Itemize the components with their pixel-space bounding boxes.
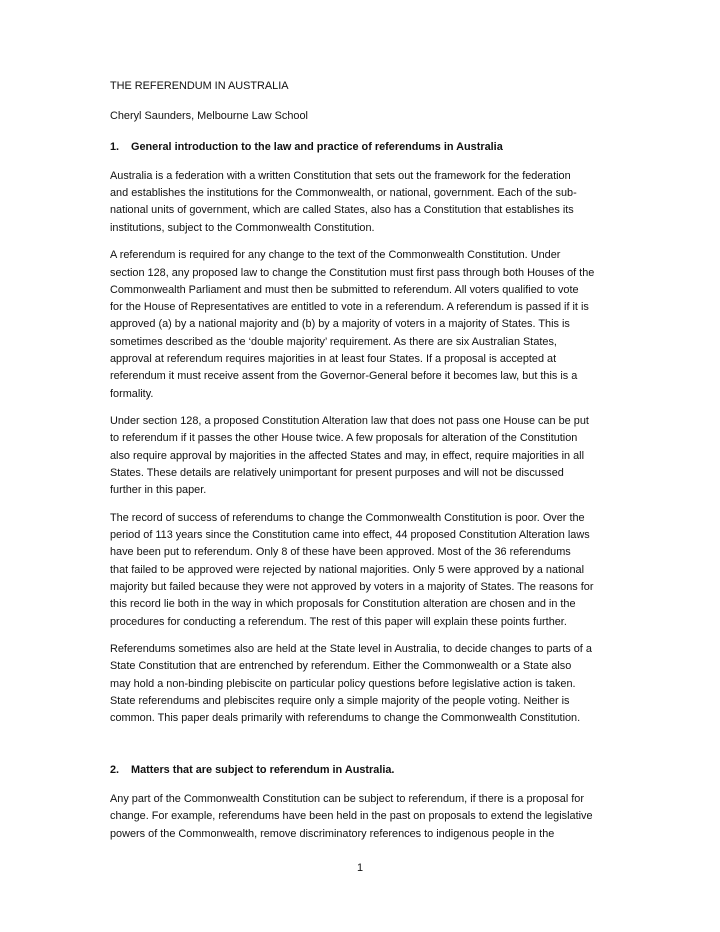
text-line: period of 113 years since the Constitution came into effect, 44 proposed Constitution Alteration laws: [110, 529, 590, 542]
paragraph: [110, 247, 612, 403]
text-line: referendum it must receive assent from the Governor-General before it becomes law, but this is a: [110, 370, 578, 383]
document-body: [110, 78, 612, 853]
text-line: sometimes described as the ‘double majority’ requirement. As there are six Australian States,: [110, 335, 557, 348]
text-line: this record lie both in the way in which proposals for Constitution alteration are chosen and in the: [110, 598, 576, 611]
paragraph: [110, 791, 612, 843]
section-number: 1.: [110, 140, 120, 153]
text-line: Australia is a federation with a written Constitution that sets out the framework for the federation: [110, 169, 571, 182]
text-line: Referendums sometimes also are held at the State level in Australia, to decide changes to parts of a: [110, 643, 592, 656]
text-line: further in this paper.: [110, 484, 207, 497]
section-heading: [110, 139, 612, 156]
text-line: common. This paper deals primarily with referendums to change the Commonwealth Constitution.: [110, 712, 581, 725]
document-title: THE REFERENDUM IN AUSTRALIA: [110, 80, 289, 92]
text-line: approved (a) by a national majority and (b) by a majority of voters in a majority of States. This is: [110, 318, 570, 331]
section-heading-text: General introduction to the law and practice of referendums in Australia: [131, 140, 503, 153]
text-line: have been put to referendum. Only 8 of these have been approved. Most of the 36 referendums: [110, 546, 571, 559]
paragraph: [110, 168, 612, 237]
text-line: The record of success of referendums to change the Commonwealth Constitution is poor. Over the: [110, 511, 585, 524]
text-line: formality.: [110, 387, 154, 400]
text-line: powers of the Commonwealth, remove discriminatory references to indigenous people in the: [110, 827, 555, 840]
text-line: State Constitution that are entrenched by referendum. Either the Commonwealth or a State also: [110, 660, 572, 673]
text-line: State referendums and plebiscites require only a simple majority of the people voting. Neither is: [110, 694, 570, 707]
text-line: States. These details are relatively unimportant for present purposes and will not be discussed: [110, 467, 564, 480]
paragraph: [110, 641, 612, 727]
text-line: procedures for conducting a referendum. The rest of this paper will explain these points further.: [110, 615, 567, 628]
section-spacer: [110, 738, 612, 762]
text-line: national units of government, which are called States, also has a Constitution that establishes its: [110, 204, 574, 217]
text-line: section 128, any proposed law to change the Constitution must first pass through both Houses of the: [110, 266, 595, 279]
text-line: Commonwealth Parliament and must then be submitted to referendum. All voters qualified to vote: [110, 283, 579, 296]
text-line: that failed to be approved were rejected by national majorities. Only 5 were approved by a national: [110, 563, 585, 576]
text-line: and establishes the institutions for the Commonwealth, or national, government. Each of the sub-: [110, 187, 577, 200]
paragraph: [110, 413, 612, 499]
text-line: Any part of the Commonwealth Constitution can be subject to referendum, if there is a proposal for: [110, 793, 584, 806]
text-line: also require approval by majorities in the affected States and may, in effect, require majorities in all: [110, 449, 584, 462]
text-line: change. For example, referendums have been held in the past on proposals to extend the legislative: [110, 810, 593, 823]
text-line: A referendum is required for any change to the text of the Commonwealth Constitution. Under: [110, 249, 561, 262]
text-line: Under section 128, a proposed Constitution Alteration law that does not pass one House can be put: [110, 415, 589, 428]
text-line: institutions, subject to the Commonwealth Constitution.: [110, 221, 375, 234]
paragraph: [110, 510, 612, 631]
text-line: majority but failed because they were not approved by voters in a majority of States. The reasons for: [110, 580, 594, 593]
text-line: approval at referendum requires majorities in at least four States. If a proposal is accepted at: [110, 353, 557, 366]
section-heading: [110, 762, 612, 779]
document-author: Cheryl Saunders, Melbourne Law School: [110, 110, 308, 123]
text-line: for the House of Representatives are entitled to vote in a referendum. A referendum is passed if it is: [110, 301, 589, 314]
section-heading-text: Matters that are subject to referendum in Australia.: [131, 763, 395, 776]
text-line: to referendum if it passes the other House twice. A few proposals for alteration of the Constitution: [110, 432, 578, 445]
page-number: 1: [356, 862, 364, 874]
text-line: may hold a non-binding plebiscite on particular policy questions before legislative action is taken.: [110, 677, 576, 690]
section-number: 2.: [110, 763, 120, 776]
